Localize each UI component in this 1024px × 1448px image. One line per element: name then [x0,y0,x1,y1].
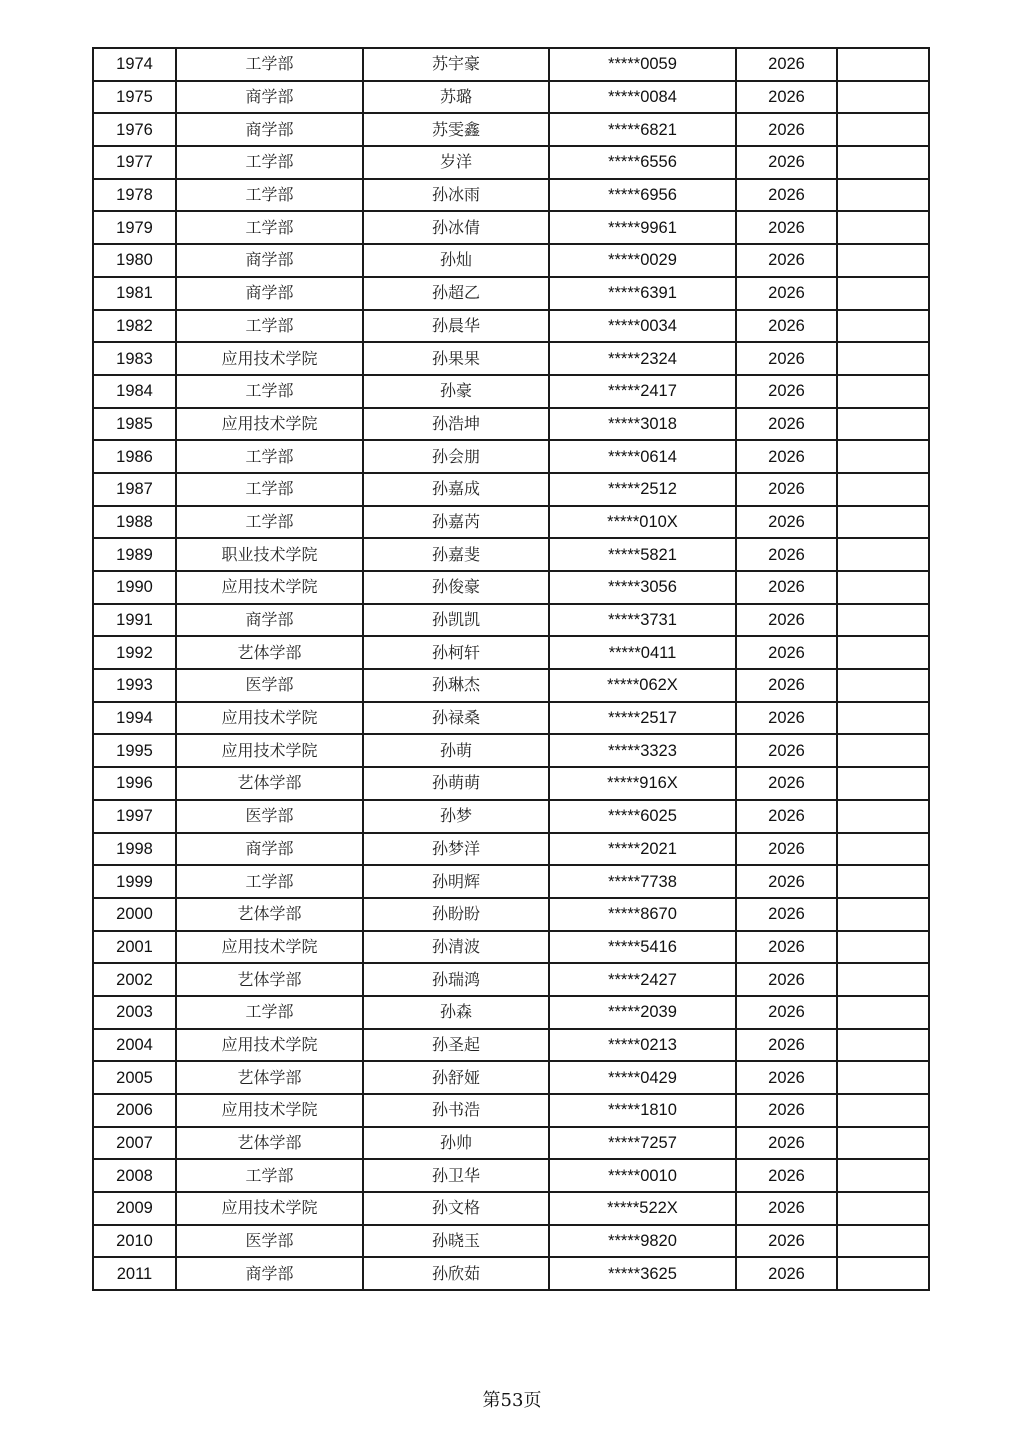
year-cell: 2026 [736,865,837,898]
department-cell: 工学部 [176,48,363,81]
masked-id-cell: *****6956 [549,179,736,212]
table-row [93,963,929,996]
table-row [93,244,929,277]
note-cell [837,1225,929,1258]
department-cell: 应用技术学院 [176,1192,363,1225]
table-row [93,408,929,441]
masked-id-cell: *****2417 [549,375,736,408]
year-cell: 2026 [736,342,837,375]
note-cell [837,538,929,571]
year-cell: 2026 [736,1061,837,1094]
row-number: 1996 [93,767,176,800]
masked-id-cell: *****3731 [549,604,736,637]
department-cell: 商学部 [176,833,363,866]
table-row [93,996,929,1029]
row-number: 2010 [93,1225,176,1258]
department-cell: 商学部 [176,244,363,277]
department-cell: 商学部 [176,113,363,146]
row-number: 1993 [93,669,176,702]
masked-id-cell: *****0614 [549,440,736,473]
row-number: 2007 [93,1127,176,1160]
masked-id-cell: *****010X [549,506,736,539]
student-name-cell: 苏宇豪 [363,48,549,81]
row-number: 2005 [93,1061,176,1094]
student-name-cell: 孙萌萌 [363,767,549,800]
row-number: 1978 [93,179,176,212]
table-row [93,1225,929,1258]
masked-id-cell: *****5416 [549,931,736,964]
student-name-cell: 孙柯轩 [363,636,549,669]
student-name-cell: 孙帅 [363,1127,549,1160]
table-row [93,833,929,866]
student-name-cell: 孙超乙 [363,277,549,310]
department-cell: 商学部 [176,604,363,637]
year-cell: 2026 [736,833,837,866]
note-cell [837,636,929,669]
department-cell: 艺体学部 [176,767,363,800]
table-row [93,669,929,702]
year-cell: 2026 [736,408,837,441]
table-row [93,702,929,735]
masked-id-cell: *****6556 [549,146,736,179]
department-cell: 工学部 [176,1159,363,1192]
table-row [93,506,929,539]
student-name-cell: 孙嘉成 [363,473,549,506]
table-row [93,113,929,146]
table-row [93,571,929,604]
year-cell: 2026 [736,244,837,277]
masked-id-cell: *****522X [549,1192,736,1225]
masked-id-cell: *****2512 [549,473,736,506]
student-name-cell: 孙晨华 [363,310,549,343]
masked-id-cell: *****2517 [549,702,736,735]
page-number: 第53页 [482,1390,542,1411]
row-number: 1983 [93,342,176,375]
student-name-cell: 孙冰倩 [363,211,549,244]
student-name-cell: 孙清波 [363,931,549,964]
student-name-cell: 苏雯鑫 [363,113,549,146]
row-number: 2002 [93,963,176,996]
year-cell: 2026 [736,1192,837,1225]
roster-table-body [93,48,929,1290]
row-number: 1999 [93,865,176,898]
note-cell [837,800,929,833]
note-cell [837,179,929,212]
note-cell [837,506,929,539]
table-row [93,604,929,637]
note-cell [837,342,929,375]
department-cell: 医学部 [176,1225,363,1258]
masked-id-cell: *****5821 [549,538,736,571]
note-cell [837,702,929,735]
masked-id-cell: *****3018 [549,408,736,441]
note-cell [837,211,929,244]
row-number: 1987 [93,473,176,506]
row-number: 1986 [93,440,176,473]
student-name-cell: 孙晓玉 [363,1225,549,1258]
department-cell: 艺体学部 [176,963,363,996]
table-row [93,898,929,931]
table-row [93,440,929,473]
note-cell [837,1094,929,1127]
row-number: 2009 [93,1192,176,1225]
year-cell: 2026 [736,211,837,244]
year-cell: 2026 [736,113,837,146]
year-cell: 2026 [736,1257,837,1290]
row-number: 2004 [93,1029,176,1062]
masked-id-cell: *****0084 [549,81,736,114]
note-cell [837,440,929,473]
student-name-cell: 孙瑞鸿 [363,963,549,996]
department-cell: 工学部 [176,473,363,506]
table-row [93,636,929,669]
note-cell [837,408,929,441]
student-name-cell: 孙卫华 [363,1159,549,1192]
student-name-cell: 孙嘉芮 [363,506,549,539]
row-number: 2011 [93,1257,176,1290]
department-cell: 应用技术学院 [176,702,363,735]
note-cell [837,81,929,114]
student-name-cell: 孙豪 [363,375,549,408]
masked-id-cell: *****0213 [549,1029,736,1062]
student-name-cell: 孙灿 [363,244,549,277]
year-cell: 2026 [736,48,837,81]
student-name-cell: 苏璐 [363,81,549,114]
row-number: 1976 [93,113,176,146]
table-row [93,1192,929,1225]
student-name-cell: 孙明辉 [363,865,549,898]
note-cell [837,767,929,800]
row-number: 1998 [93,833,176,866]
department-cell: 职业技术学院 [176,538,363,571]
department-cell: 工学部 [176,865,363,898]
student-name-cell: 孙果果 [363,342,549,375]
table-row [93,1127,929,1160]
year-cell: 2026 [736,800,837,833]
year-cell: 2026 [736,636,837,669]
note-cell [837,963,929,996]
year-cell: 2026 [736,146,837,179]
student-name-cell: 孙圣起 [363,1029,549,1062]
masked-id-cell: *****2427 [549,963,736,996]
table-row [93,146,929,179]
department-cell: 商学部 [176,81,363,114]
year-cell: 2026 [736,931,837,964]
row-number: 1975 [93,81,176,114]
student-name-cell: 孙梦 [363,800,549,833]
department-cell: 工学部 [176,375,363,408]
student-name-cell: 孙森 [363,996,549,1029]
department-cell: 应用技术学院 [176,1029,363,1062]
student-name-cell: 岁洋 [363,146,549,179]
year-cell: 2026 [736,1029,837,1062]
department-cell: 医学部 [176,800,363,833]
department-cell: 应用技术学院 [176,408,363,441]
note-cell [837,669,929,702]
year-cell: 2026 [736,1159,837,1192]
masked-id-cell: *****9961 [549,211,736,244]
student-name-cell: 孙文格 [363,1192,549,1225]
year-cell: 2026 [736,1127,837,1160]
department-cell: 工学部 [176,146,363,179]
table-row [93,931,929,964]
masked-id-cell: *****0411 [549,636,736,669]
note-cell [837,833,929,866]
table-row [93,310,929,343]
department-cell: 工学部 [176,506,363,539]
row-number: 1984 [93,375,176,408]
note-cell [837,375,929,408]
department-cell: 商学部 [176,277,363,310]
table-row [93,865,929,898]
department-cell: 工学部 [176,440,363,473]
year-cell: 2026 [736,963,837,996]
department-cell: 应用技术学院 [176,571,363,604]
note-cell [837,48,929,81]
masked-id-cell: *****2039 [549,996,736,1029]
table-row [93,1094,929,1127]
department-cell: 工学部 [176,996,363,1029]
note-cell [837,244,929,277]
table-row [93,1257,929,1290]
student-name-cell: 孙琳杰 [363,669,549,702]
year-cell: 2026 [736,767,837,800]
year-cell: 2026 [736,898,837,931]
table-row [93,375,929,408]
student-name-cell: 孙舒娅 [363,1061,549,1094]
department-cell: 艺体学部 [176,1061,363,1094]
note-cell [837,146,929,179]
year-cell: 2026 [736,1094,837,1127]
student-name-cell: 孙梦洋 [363,833,549,866]
row-number: 1982 [93,310,176,343]
department-cell: 商学部 [176,1257,363,1290]
student-name-cell: 孙会朋 [363,440,549,473]
note-cell [837,734,929,767]
note-cell [837,931,929,964]
note-cell [837,1127,929,1160]
note-cell [837,996,929,1029]
table-row [93,800,929,833]
department-cell: 艺体学部 [176,1127,363,1160]
row-number: 2001 [93,931,176,964]
table-row [93,538,929,571]
table-row [93,734,929,767]
table-row [93,342,929,375]
row-number: 1989 [93,538,176,571]
row-number: 1994 [93,702,176,735]
note-cell [837,1257,929,1290]
table-row [93,211,929,244]
department-cell: 工学部 [176,310,363,343]
student-name-cell: 孙俊豪 [363,571,549,604]
department-cell: 应用技术学院 [176,1094,363,1127]
table-row [93,1061,929,1094]
department-cell: 艺体学部 [176,636,363,669]
row-number: 1974 [93,48,176,81]
masked-id-cell: *****8670 [549,898,736,931]
note-cell [837,1029,929,1062]
masked-id-cell: *****0034 [549,310,736,343]
masked-id-cell: *****062X [549,669,736,702]
row-number: 1977 [93,146,176,179]
table-row [93,48,929,81]
row-number: 1992 [93,636,176,669]
table-row [93,277,929,310]
row-number: 1985 [93,408,176,441]
student-name-cell: 孙欣茹 [363,1257,549,1290]
masked-id-cell: *****7738 [549,865,736,898]
row-number: 1990 [93,571,176,604]
note-cell [837,571,929,604]
year-cell: 2026 [736,375,837,408]
note-cell [837,277,929,310]
masked-id-cell: *****0029 [549,244,736,277]
row-number: 1997 [93,800,176,833]
row-number: 2003 [93,996,176,1029]
row-number: 1988 [93,506,176,539]
masked-id-cell: *****7257 [549,1127,736,1160]
table-row [93,81,929,114]
year-cell: 2026 [736,734,837,767]
note-cell [837,1192,929,1225]
table-row [93,1029,929,1062]
masked-id-cell: *****916X [549,767,736,800]
student-name-cell: 孙冰雨 [363,179,549,212]
masked-id-cell: *****1810 [549,1094,736,1127]
student-name-cell: 孙凯凯 [363,604,549,637]
student-name-cell: 孙嘉斐 [363,538,549,571]
masked-id-cell: *****3323 [549,734,736,767]
note-cell [837,1061,929,1094]
masked-id-cell: *****9820 [549,1225,736,1258]
department-cell: 工学部 [176,211,363,244]
row-number: 2006 [93,1094,176,1127]
year-cell: 2026 [736,538,837,571]
row-number: 1981 [93,277,176,310]
row-number: 1980 [93,244,176,277]
row-number: 1991 [93,604,176,637]
note-cell [837,310,929,343]
department-cell: 艺体学部 [176,898,363,931]
note-cell [837,113,929,146]
row-number: 2000 [93,898,176,931]
student-name-cell: 孙书浩 [363,1094,549,1127]
table-row [93,473,929,506]
masked-id-cell: *****0429 [549,1061,736,1094]
row-number: 1979 [93,211,176,244]
note-cell [837,898,929,931]
student-name-cell: 孙萌 [363,734,549,767]
student-name-cell: 孙浩坤 [363,408,549,441]
note-cell [837,604,929,637]
department-cell: 工学部 [176,179,363,212]
roster-table [92,47,930,1291]
department-cell: 应用技术学院 [176,342,363,375]
year-cell: 2026 [736,996,837,1029]
masked-id-cell: *****6025 [549,800,736,833]
department-cell: 应用技术学院 [176,931,363,964]
table-row [93,179,929,212]
year-cell: 2026 [736,506,837,539]
table-row [93,1159,929,1192]
note-cell [837,1159,929,1192]
masked-id-cell: *****3625 [549,1257,736,1290]
department-cell: 应用技术学院 [176,734,363,767]
year-cell: 2026 [736,179,837,212]
note-cell [837,865,929,898]
masked-id-cell: *****2021 [549,833,736,866]
masked-id-cell: *****0010 [549,1159,736,1192]
masked-id-cell: *****6821 [549,113,736,146]
department-cell: 医学部 [176,669,363,702]
year-cell: 2026 [736,669,837,702]
masked-id-cell: *****0059 [549,48,736,81]
year-cell: 2026 [736,440,837,473]
masked-id-cell: *****6391 [549,277,736,310]
year-cell: 2026 [736,604,837,637]
masked-id-cell: *****2324 [549,342,736,375]
year-cell: 2026 [736,473,837,506]
row-number: 2008 [93,1159,176,1192]
year-cell: 2026 [736,571,837,604]
table-row [93,767,929,800]
year-cell: 2026 [736,702,837,735]
year-cell: 2026 [736,1225,837,1258]
student-name-cell: 孙禄桑 [363,702,549,735]
note-cell [837,473,929,506]
year-cell: 2026 [736,310,837,343]
masked-id-cell: *****3056 [549,571,736,604]
year-cell: 2026 [736,81,837,114]
student-name-cell: 孙盼盼 [363,898,549,931]
row-number: 1995 [93,734,176,767]
year-cell: 2026 [736,277,837,310]
